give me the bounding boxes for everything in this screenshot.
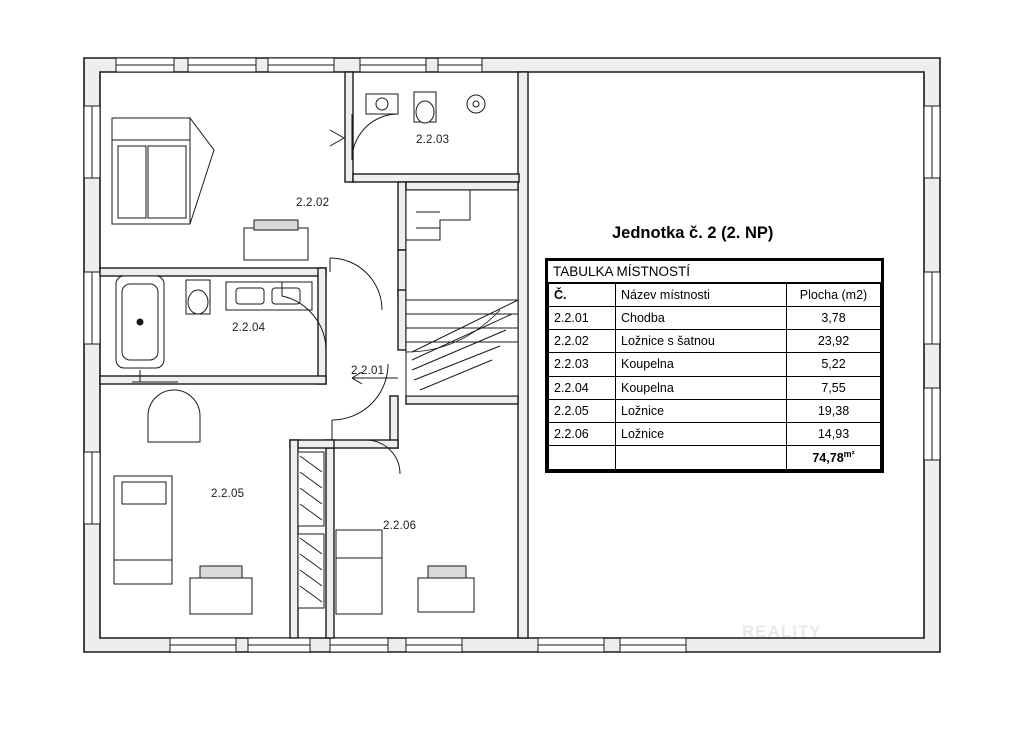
cell-name: Chodba	[616, 307, 787, 330]
cell-number: 2.2.03	[549, 353, 616, 376]
cell-number: 2.2.06	[549, 422, 616, 445]
total-value: 74,78	[812, 451, 844, 466]
cell-number: 2.2.04	[549, 376, 616, 399]
column-header-number: Č.	[549, 284, 616, 307]
table-row	[549, 353, 881, 376]
cell-number: 2.2.05	[549, 399, 616, 422]
cell-area: 19,38	[787, 399, 881, 422]
total-area	[787, 445, 881, 469]
cell-area: 23,92	[787, 330, 881, 353]
room-label-2-2-02: 2.2.02	[296, 197, 330, 209]
total-spacer-left	[549, 445, 616, 469]
column-header-name: Název místnosti	[616, 284, 787, 307]
table-caption: TABULKA MÍSTNOSTÍ	[548, 261, 881, 283]
staircase	[406, 190, 518, 396]
total-unit: m²	[843, 448, 855, 459]
windows-left	[84, 106, 100, 524]
column-header-area: Plocha (m2)	[787, 284, 881, 307]
cell-area: 3,78	[787, 307, 881, 330]
room-label-2-2-05: 2.2.05	[211, 488, 245, 500]
room-label-2-2-01: 2.2.01	[351, 365, 385, 377]
table-total-row	[549, 445, 881, 469]
cell-number: 2.2.01	[549, 307, 616, 330]
cell-name: Koupelna	[616, 353, 787, 376]
room-label-2-2-04: 2.2.04	[232, 322, 266, 334]
cell-name: Koupelna	[616, 376, 787, 399]
table-row	[549, 399, 881, 422]
cell-name: Ložnice	[616, 399, 787, 422]
table-row	[549, 376, 881, 399]
cell-area: 5,22	[787, 353, 881, 376]
table-header-row	[549, 284, 881, 307]
cell-name: Ložnice	[616, 422, 787, 445]
cell-area: 7,55	[787, 376, 881, 399]
cell-number: 2.2.02	[549, 330, 616, 353]
room-schedule-table	[545, 258, 884, 473]
furniture-dresser-202	[244, 220, 308, 260]
cell-name: Ložnice s šatnou	[616, 330, 787, 353]
table-row	[549, 307, 881, 330]
page-title: Jednotka č. 2 (2. NP)	[612, 224, 774, 242]
windows-right	[924, 106, 940, 460]
table-row	[549, 422, 881, 445]
room-label-2-2-03: 2.2.03	[416, 134, 450, 146]
watermark: REALITY	[742, 622, 822, 641]
table-row	[549, 330, 881, 353]
total-spacer-mid	[616, 445, 787, 469]
room-label-2-2-06: 2.2.06	[383, 520, 417, 532]
cell-area: 14,93	[787, 422, 881, 445]
